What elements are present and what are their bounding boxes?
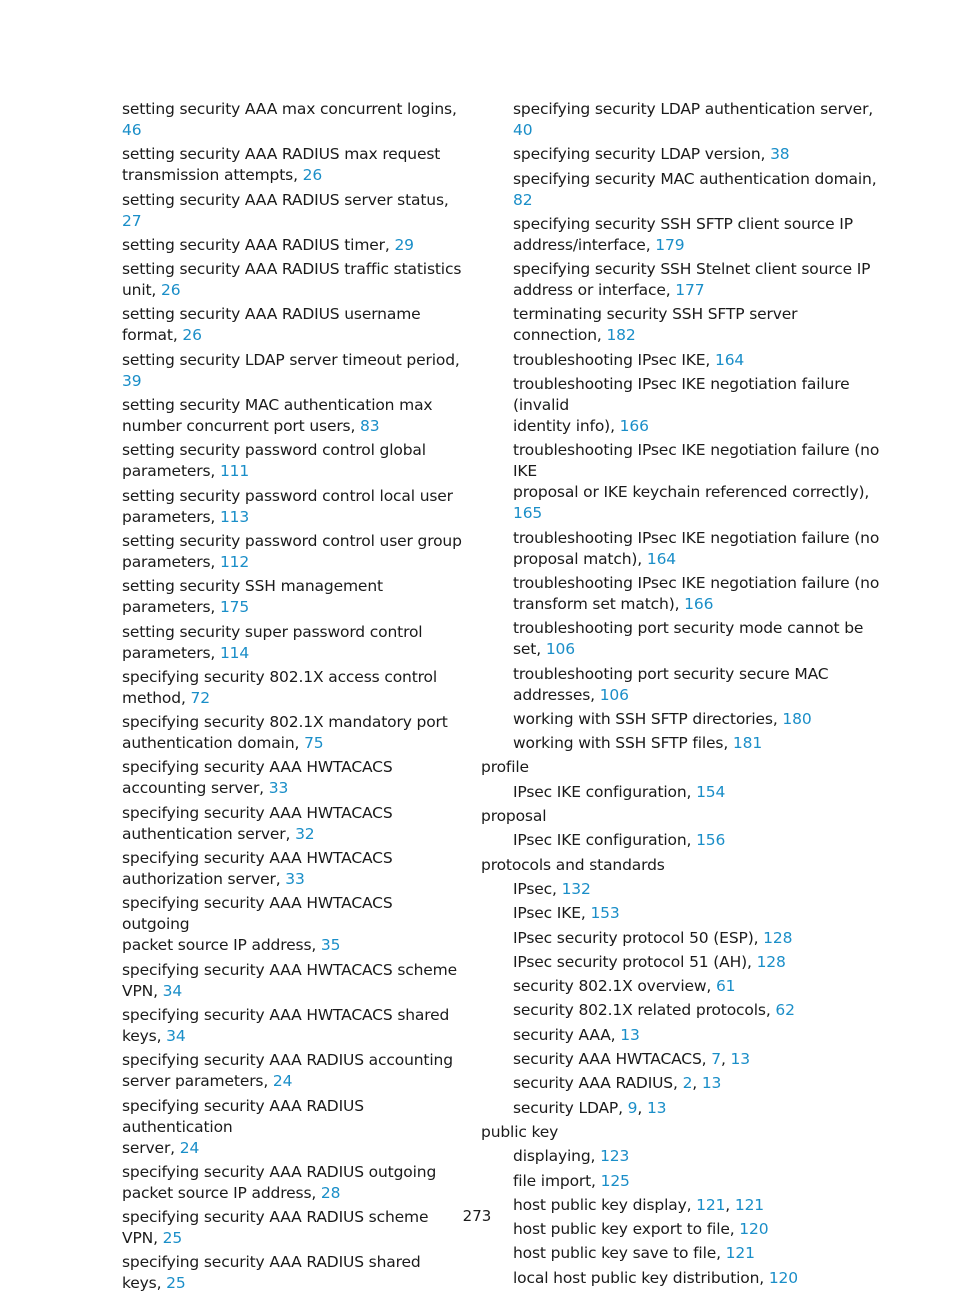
page-link[interactable]: 32 — [295, 824, 315, 843]
page-link[interactable]: 128 — [763, 928, 793, 947]
index-entry-text: set, 106 — [513, 640, 575, 659]
index-entry-text: authentication domain, 75 — [122, 734, 324, 753]
page-link[interactable]: 123 — [600, 1147, 630, 1166]
index-entry-text: keys, 34 — [122, 1026, 186, 1045]
page-link[interactable]: 26 — [302, 166, 323, 185]
page-link[interactable]: 153 — [590, 904, 620, 923]
index-entry — [481, 1243, 881, 1264]
index-entry — [481, 1049, 881, 1070]
index-entry-text: parameters, 112 — [122, 552, 250, 571]
index-entry-text: identity info), 166 — [513, 417, 649, 436]
page-link[interactable]: 121 — [696, 1195, 726, 1214]
index-entry — [481, 259, 881, 301]
index-entry-text: address or interface, 177 — [513, 281, 705, 300]
page-link[interactable]: 82 — [513, 190, 533, 209]
page-link[interactable]: 2 — [682, 1074, 693, 1093]
page-link[interactable]: 177 — [675, 281, 705, 300]
page-link[interactable]: 165 — [513, 504, 543, 523]
page-link[interactable]: 128 — [756, 952, 786, 971]
index-entry-text: specifying security AAA HWTACACS shared — [122, 1005, 450, 1024]
page-link[interactable]: 175 — [219, 598, 250, 617]
index-entry — [122, 1005, 462, 1047]
index-entry-text: transform set match), 166 — [513, 594, 714, 613]
index-entry-text: host public key display, 121, 121 — [513, 1195, 764, 1214]
page-link[interactable]: 83 — [360, 417, 380, 436]
index-entry-text: IPsec security protocol 50 (ESP), 128 — [513, 928, 793, 947]
index-entry — [122, 712, 462, 754]
index-entry-text: authorization server, 33 — [122, 870, 305, 889]
index-entry — [122, 350, 462, 392]
page-link[interactable]: 164 — [714, 350, 745, 369]
index-entry-text: authentication server, 32 — [122, 824, 315, 843]
index-entry — [122, 757, 462, 799]
index-entry-text: public key — [481, 1122, 559, 1141]
index-entry-text: security AAA, 13 — [513, 1025, 640, 1044]
index-entry-text: security 802.1X related protocols, 62 — [513, 1001, 795, 1020]
page-link[interactable]: 25 — [162, 1229, 183, 1248]
index-entry — [481, 664, 881, 706]
index-entry-text: specifying security 802.1X access control — [122, 667, 437, 686]
page-link[interactable]: 7 — [711, 1050, 721, 1069]
index-entry-text: specifying security SSH SFTP client source IP — [513, 214, 853, 233]
index-column-right — [481, 99, 881, 1292]
page-link[interactable]: 166 — [619, 417, 649, 436]
index-entry-text: accounting server, 33 — [122, 779, 289, 798]
index-entry — [481, 618, 881, 660]
page-link[interactable]: 40 — [513, 121, 533, 139]
index-entry — [481, 1025, 881, 1046]
index-entry — [122, 803, 462, 845]
index-entry-text: IPsec, 132 — [513, 879, 591, 898]
index-entry-text: troubleshooting IPsec IKE negotiation failure (no IKE — [513, 441, 880, 481]
index-entry — [122, 304, 462, 346]
index-entry-text: specifying security AAA HWTACACS scheme — [122, 960, 458, 979]
index-heading — [481, 1122, 881, 1143]
index-entry-text: specifying security SSH Stelnet client source IP — [513, 260, 871, 279]
index-entry-text: proposal — [481, 807, 547, 826]
index-entry — [481, 976, 881, 997]
index-entry — [481, 214, 881, 256]
page-link[interactable]: 38 — [770, 145, 790, 164]
index-entry — [481, 144, 881, 165]
index-entry-text: troubleshooting port security mode cannot be — [513, 619, 864, 638]
index-entry-text: format, 26 — [122, 326, 202, 345]
index-entry-text: setting security AAA RADIUS traffic statistics — [122, 260, 462, 279]
index-entry — [122, 144, 462, 186]
index-entry-text: setting security super password control — [122, 622, 423, 641]
page-link[interactable]: 125 — [600, 1171, 630, 1190]
page-link[interactable]: 180 — [782, 709, 812, 728]
index-entry-text: specifying security AAA RADIUS accounting — [122, 1051, 453, 1070]
page-link[interactable]: 120 — [768, 1268, 798, 1287]
index-entry-text: setting security AAA RADIUS timer, 29 — [122, 235, 414, 254]
index-entry-text: working with SSH SFTP files, 181 — [513, 734, 763, 753]
page-link[interactable]: 120 — [739, 1220, 769, 1239]
index-entry-text: IPsec IKE, 153 — [513, 904, 620, 923]
index-entry — [481, 99, 881, 141]
index-entry-text: proposal or IKE keychain referenced correctly), 165 — [513, 483, 870, 523]
index-entry-text: security AAA RADIUS, 2, 13 — [513, 1074, 722, 1093]
page-link[interactable]: 132 — [561, 879, 591, 898]
page-number: 273 — [462, 1207, 492, 1225]
index-entry — [122, 235, 462, 256]
index-entry — [122, 576, 462, 618]
index-entry-text: specifying security AAA RADIUS scheme — [122, 1208, 429, 1227]
index-entry — [481, 1171, 881, 1192]
index-entry — [122, 622, 462, 664]
index-entry-text: unit, 26 — [122, 281, 181, 300]
index-entry-text: profile — [481, 758, 529, 777]
page-link[interactable]: 35 — [320, 936, 341, 955]
page-link[interactable]: 62 — [775, 1001, 795, 1020]
index-entry-text: specifying security 802.1X mandatory port — [122, 713, 448, 732]
index-entry — [122, 99, 462, 141]
index-entry-text: terminating security SSH SFTP server — [513, 305, 798, 324]
index-entry-text: displaying, 123 — [513, 1147, 630, 1166]
index-entry — [481, 1098, 881, 1119]
page-link[interactable]: 34 — [162, 981, 183, 1000]
index-entry — [481, 1000, 881, 1021]
index-entry — [481, 374, 881, 437]
index-entry-text: troubleshooting IPsec IKE negotiation failure (invalid — [513, 375, 850, 415]
index-entry-text: packet source IP address, 35 — [122, 936, 341, 955]
index-entry — [122, 893, 462, 956]
index-entry-text: specifying security AAA RADIUS outgoing — [122, 1162, 437, 1181]
page-link[interactable]: 46 — [122, 121, 142, 139]
index-entry-text: parameters, 113 — [122, 507, 250, 526]
index-entry-text: setting security AAA max concurrent logins, 46 — [122, 100, 457, 139]
index-entry-text: parameters, 111 — [122, 462, 250, 481]
page-link[interactable]: 28 — [320, 1183, 341, 1202]
page-link[interactable]: 24 — [179, 1138, 200, 1157]
index-entry — [481, 169, 881, 211]
index-entry-text: server parameters, 24 — [122, 1072, 293, 1091]
index-entry — [122, 531, 462, 573]
page-link[interactable]: 13 — [646, 1098, 667, 1117]
index-entry — [481, 903, 881, 924]
index-entry — [122, 440, 462, 482]
page-link[interactable]: 182 — [606, 326, 636, 345]
index-entry-text: IPsec IKE configuration, 154 — [513, 782, 726, 801]
page-link[interactable]: 154 — [696, 782, 726, 801]
index-entry — [481, 830, 881, 851]
index-entry-text: server, 24 — [122, 1138, 200, 1157]
index-entry-text: address/interface, 179 — [513, 235, 685, 254]
page-link[interactable]: 26 — [182, 326, 202, 345]
index-entry-text: parameters, 175 — [122, 598, 250, 617]
page-link[interactable]: 111 — [219, 462, 250, 481]
index-entry — [481, 1268, 881, 1289]
page-link[interactable]: 113 — [219, 507, 250, 526]
index-entry-text: troubleshooting IPsec IKE negotiation failure (no — [513, 573, 880, 592]
page-link[interactable]: 156 — [696, 831, 726, 850]
index-entry-text: IPsec security protocol 51 (AH), 128 — [513, 952, 786, 971]
index-entry — [481, 304, 881, 346]
index-entry — [122, 960, 462, 1002]
index-entry-text: method, 72 — [122, 688, 210, 707]
index-entry-text: setting security SSH management — [122, 577, 383, 596]
index-entry — [122, 259, 462, 301]
index-entry-text: VPN, 25 — [122, 1229, 183, 1248]
page-link[interactable]: 25 — [166, 1274, 186, 1293]
page-link[interactable]: 179 — [655, 235, 685, 254]
index-entry-text: security 802.1X overview, 61 — [513, 977, 736, 996]
page-link[interactable]: 112 — [219, 552, 250, 571]
index-entry — [481, 782, 881, 803]
index-entry-text: working with SSH SFTP directories, 180 — [513, 709, 812, 728]
index-entry-text: IPsec IKE configuration, 156 — [513, 831, 726, 850]
index-entry — [122, 1096, 462, 1159]
index-column-left — [122, 99, 462, 1298]
index-entry — [481, 440, 881, 524]
index-entry-text: troubleshooting IPsec IKE negotiation failure (no — [513, 528, 880, 547]
index-entry-text: protocols and standards — [481, 855, 665, 874]
index-entry-text: specifying security AAA HWTACACS — [122, 803, 393, 822]
index-heading — [481, 855, 881, 876]
page-link[interactable]: 33 — [285, 870, 305, 889]
index-entry-text: specifying security LDAP version, 38 — [513, 145, 790, 164]
index-entry-text: number concurrent port users, 83 — [122, 417, 380, 436]
page-link[interactable]: 61 — [715, 977, 736, 996]
index-entry — [481, 879, 881, 900]
page-link[interactable]: 106 — [599, 685, 629, 704]
page-link[interactable]: 27 — [122, 211, 142, 230]
index-heading — [481, 806, 881, 827]
index-entry-text: setting security AAA RADIUS server status, 27 — [122, 190, 449, 230]
index-entry-text: parameters, 114 — [122, 643, 250, 662]
index-entry-text: local host public key distribution, 120 — [513, 1268, 798, 1287]
index-entry-text: troubleshooting IPsec IKE, 164 — [513, 350, 745, 369]
index-entry-text: setting security password control global — [122, 441, 426, 460]
index-entry — [122, 1050, 462, 1092]
page-link[interactable]: 181 — [732, 734, 763, 753]
index-entry — [122, 848, 462, 890]
page-link[interactable]: 121 — [734, 1195, 764, 1214]
index-entry — [481, 350, 881, 371]
index-entry-text: security AAA HWTACACS, 7, 13 — [513, 1050, 750, 1069]
index-entry-text: specifying security AAA HWTACACS — [122, 849, 393, 868]
index-entry — [122, 486, 462, 528]
index-entry-text: specifying security AAA HWTACACS outgoing — [122, 894, 393, 934]
index-entry — [481, 733, 881, 754]
page-link[interactable]: 24 — [272, 1072, 293, 1091]
index-entry — [481, 1073, 881, 1094]
index-entry-text: file import, 125 — [513, 1171, 630, 1190]
page-link[interactable]: 114 — [219, 643, 250, 662]
index-entry — [481, 1146, 881, 1167]
page-link[interactable]: 166 — [684, 594, 714, 613]
page-link[interactable]: 26 — [161, 281, 181, 300]
index-entry — [122, 190, 462, 232]
page-link[interactable]: 34 — [166, 1026, 186, 1045]
page-link[interactable]: 75 — [304, 734, 324, 753]
index-entry-text: specifying security LDAP authentication server, 40 — [513, 100, 874, 139]
index-entry-text: specifying security AAA RADIUS shared — [122, 1253, 421, 1272]
page-link[interactable]: 33 — [268, 779, 289, 798]
index-entry-text: VPN, 34 — [122, 981, 183, 1000]
index-entry — [122, 667, 462, 709]
index-entry-text: setting security password control user group — [122, 531, 462, 550]
index-entry-text: specifying security AAA HWTACACS — [122, 758, 393, 777]
index-entry-text: host public key export to file, 120 — [513, 1220, 769, 1239]
page-link[interactable]: 13 — [620, 1025, 640, 1044]
index-entry — [122, 1162, 462, 1204]
index-entry — [481, 952, 881, 973]
index-entry-text: proposal match), 164 — [513, 549, 676, 568]
index-heading — [481, 757, 881, 778]
index-entry-text: setting security AAA RADIUS max request — [122, 145, 441, 164]
index-entry-text: setting security password control local user — [122, 486, 453, 505]
page-link[interactable]: 13 — [701, 1074, 722, 1093]
page-link[interactable]: 13 — [730, 1050, 750, 1069]
page-link[interactable]: 121 — [725, 1244, 755, 1263]
index-entry — [122, 1252, 462, 1294]
index-entry-text: setting security LDAP server timeout period, 39 — [122, 350, 460, 390]
index-entry-text: keys, 25 — [122, 1274, 186, 1293]
index-entry-text: specifying security AAA RADIUS authentication — [122, 1096, 364, 1136]
index-entry — [122, 395, 462, 437]
index-entry-text: setting security MAC authentication max — [122, 396, 433, 415]
index-entry-text: transmission attempts, 26 — [122, 166, 323, 185]
index-entry-text: setting security AAA RADIUS username — [122, 305, 421, 324]
page-link[interactable]: 29 — [394, 235, 414, 254]
index-entry-text: security LDAP, 9, 13 — [513, 1098, 667, 1117]
index-entry-text: connection, 182 — [513, 326, 636, 345]
index-entry-text: packet source IP address, 28 — [122, 1183, 341, 1202]
index-entry — [481, 528, 881, 570]
index-entry-text: specifying security MAC authentication domain, 82 — [513, 169, 877, 209]
page-link[interactable]: 39 — [122, 371, 142, 390]
page-link[interactable]: 72 — [190, 688, 210, 707]
index-entry-text: troubleshooting port security secure MAC — [513, 664, 829, 683]
index-entry — [481, 573, 881, 615]
index-entry-text: addresses, 106 — [513, 685, 629, 704]
page-link[interactable]: 9 — [627, 1098, 638, 1117]
page-link[interactable]: 106 — [545, 640, 575, 659]
index-entry — [481, 928, 881, 949]
page-link[interactable]: 164 — [646, 549, 676, 568]
index-entry — [481, 709, 881, 730]
index-entry-text: host public key save to file, 121 — [513, 1244, 755, 1263]
